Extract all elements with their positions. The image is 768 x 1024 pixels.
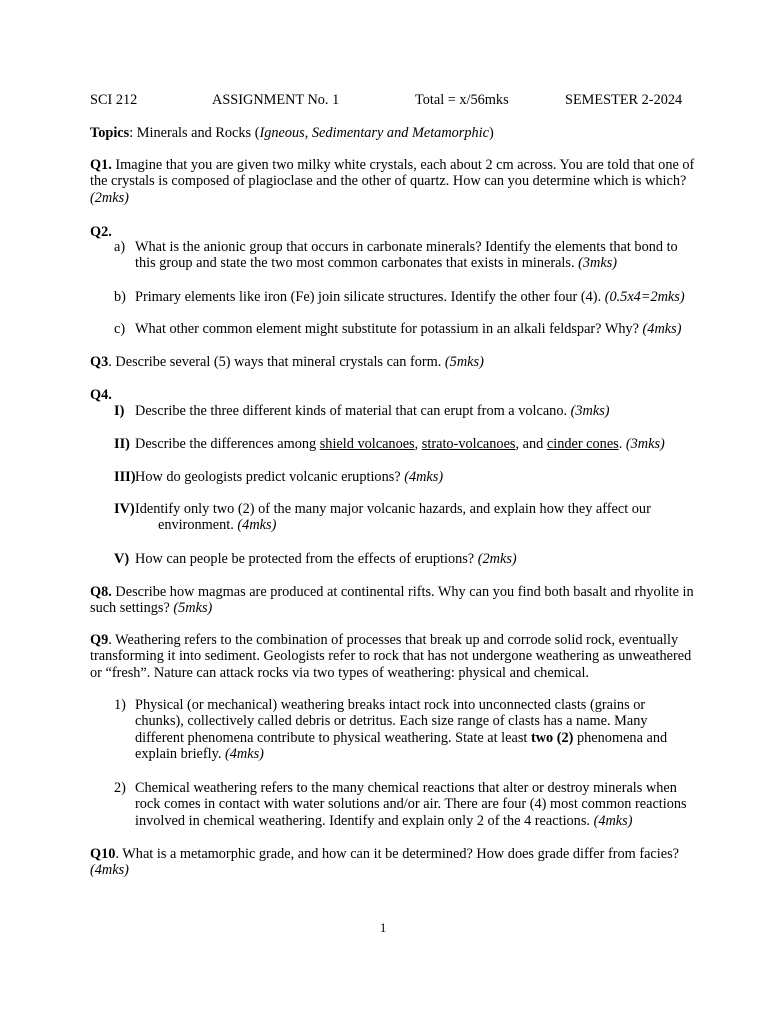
q4-number: Q4. — [90, 387, 112, 403]
topics-label: Topics — [90, 125, 130, 141]
assignment-title: ASSIGNMENT No. 1 — [212, 92, 340, 108]
q8-line1: Describe how magmas are produced at continental rifts. Why can you find both basalt and rhyolite in — [111, 584, 694, 600]
cinder-cones-term: cinder cones — [546, 436, 619, 452]
q2b-label: b) — [114, 289, 126, 305]
q1-marks: (2mks) — [90, 189, 129, 206]
q4ii-label: II) — [114, 436, 130, 452]
q3-text: . Describe several (5) ways that mineral crystals can form. — [108, 354, 445, 370]
q10-number: Q10 — [90, 846, 116, 862]
q4iv-marks: (4mks) — [237, 517, 277, 534]
q4-part-v — [114, 551, 517, 567]
q4v-label: V) — [114, 551, 130, 567]
q10-marks: (4mks) — [90, 862, 129, 879]
q4-part-iii — [114, 469, 443, 485]
q2a-label: a) — [114, 239, 126, 255]
topics-italic: Igneous, Sedimentary and Metamorphic — [259, 125, 489, 141]
q4iv-label: IV) — [114, 501, 135, 517]
q10-line1: . What is a metamorphic grade, and how can it be determined? How does grade differ from facies? — [115, 846, 680, 862]
q2-part-c — [114, 321, 681, 337]
question-3 — [90, 354, 484, 370]
q9-part-2 — [114, 780, 687, 829]
q9p1-line1: Physical (or mechanical) weathering breaks intact rock into unconnected clasts (grains or — [135, 697, 646, 713]
shield-volcanoes-term: shield volcanoes — [319, 436, 415, 452]
q2a-line2: this group and state the two most common carbonates that exists in minerals. — [135, 255, 579, 272]
semester: SEMESTER 2-2024 — [565, 92, 683, 108]
q2-part-a — [114, 239, 678, 272]
q4iii-marks: (4mks) — [404, 469, 444, 485]
q9p1-line3-end: phenomena and — [573, 729, 668, 746]
q8-number: Q8. — [90, 584, 112, 600]
q9-line2: transforming it into sediment. Geologists refer to rock that has not undergone weathering as unweathered — [90, 648, 692, 665]
q4i-label: I) — [114, 403, 125, 419]
q4ii-sep2: , and — [515, 436, 547, 452]
q4i-text: Describe the three different kinds of material that can erupt from a volcano. — [135, 403, 571, 419]
q2a-marks: (3mks) — [578, 255, 618, 272]
q4ii-sep1: , — [414, 436, 422, 452]
q9-line1: . Weathering refers to the combination of processes that break up and corrode solid rock, eventually — [108, 632, 679, 648]
header-row — [90, 92, 683, 110]
q9p2-line1: Chemical weathering refers to the many chemical reactions that alter or destroy minerals when — [135, 780, 677, 796]
q9p1-emphasis: two (2) — [530, 729, 574, 746]
q9p2-line2: rock comes in contact with water solutions and/or air. There are four (4) most common reactions — [135, 796, 687, 813]
q1-line2: the crystals is composed of plagioclase and the other of quartz. How can you determine which is which? — [90, 173, 687, 190]
q8-line2: such settings? — [90, 600, 174, 617]
topics-close: ) — [488, 125, 494, 141]
q2-number: Q2. — [90, 224, 112, 240]
q4iv-line1: Identify only two (2) of the many major volcanic hazards, and explain how they affect our — [135, 501, 651, 517]
q2c-label: c) — [114, 321, 126, 337]
q2b-line1: Primary elements like iron (Fe) join silicate structures. Identify the other four (4). — [135, 289, 605, 305]
q9p1-label: 1) — [114, 697, 126, 713]
topics-text: : Minerals and Rocks ( — [129, 125, 260, 141]
q9p2-line3: involved in chemical weathering. Identify and explain only 2 of the 4 reactions. — [135, 812, 594, 829]
q4-part-ii — [114, 436, 665, 452]
q4-part-iv — [114, 501, 651, 534]
q4ii-text: Describe the differences among — [135, 436, 320, 452]
q2a-line1: What is the anionic group that occurs in carbonate minerals? Identify the elements that bond to — [135, 239, 678, 255]
question-10 — [90, 846, 679, 879]
q9-line3: or “fresh”. Nature can attack rocks via two types of weathering: physical and chemical. — [90, 664, 589, 681]
total-marks: Total = x/56mks — [415, 92, 509, 108]
q4ii-marks: (3mks) — [625, 436, 665, 452]
q8-marks: (5mks) — [173, 600, 213, 617]
question-9 — [90, 632, 691, 681]
q4iii-text: How do geologists predict volcanic eruptions? — [135, 469, 405, 485]
q4iv-line2: environment. — [158, 517, 238, 534]
question-8 — [90, 584, 694, 617]
page-number: 1 — [380, 921, 387, 935]
q4-part-i — [114, 403, 610, 419]
q4iii-label: III) — [114, 469, 136, 485]
q2c-marks: (4mks) — [642, 321, 682, 337]
q9-part-1 — [114, 697, 667, 763]
q4ii-end: . — [618, 436, 626, 452]
q2-part-b — [114, 289, 685, 305]
q3-number: Q3 — [90, 354, 109, 370]
q9p1-line3: different phenomena contribute to physical weathering. State at least — [135, 729, 531, 746]
q2c-line1: What other common element might substitute for potassium in an alkali feldspar? Why? — [135, 321, 643, 337]
q9-number: Q9 — [90, 632, 109, 648]
q1-line1: Imagine that you are given two milky white crystals, each about 2 cm across. You are told that one of — [111, 157, 695, 173]
q9p2-label: 2) — [114, 780, 126, 796]
q3-marks: (5mks) — [444, 354, 484, 370]
course-code: SCI 212 — [90, 92, 138, 108]
q9p1-line4: explain briefly. — [135, 746, 225, 763]
q4v-marks: (2mks) — [477, 551, 517, 567]
question-1 — [90, 157, 694, 206]
q9p1-marks: (4mks) — [224, 746, 264, 763]
strato-volcanoes-term: strato-volcanoes — [421, 436, 516, 452]
q4i-marks: (3mks) — [570, 403, 610, 419]
q4v-text: How can people be protected from the effects of eruptions? — [135, 551, 478, 567]
q9p1-line2: chunks), collectively called debris or detritus. Each size range of clasts has a name. Many — [135, 713, 648, 730]
topics-line — [90, 125, 494, 141]
q9p2-marks: (4mks) — [593, 812, 633, 829]
q1-number: Q1. — [90, 157, 112, 173]
q2b-marks: (0.5x4=2mks) — [604, 289, 685, 305]
